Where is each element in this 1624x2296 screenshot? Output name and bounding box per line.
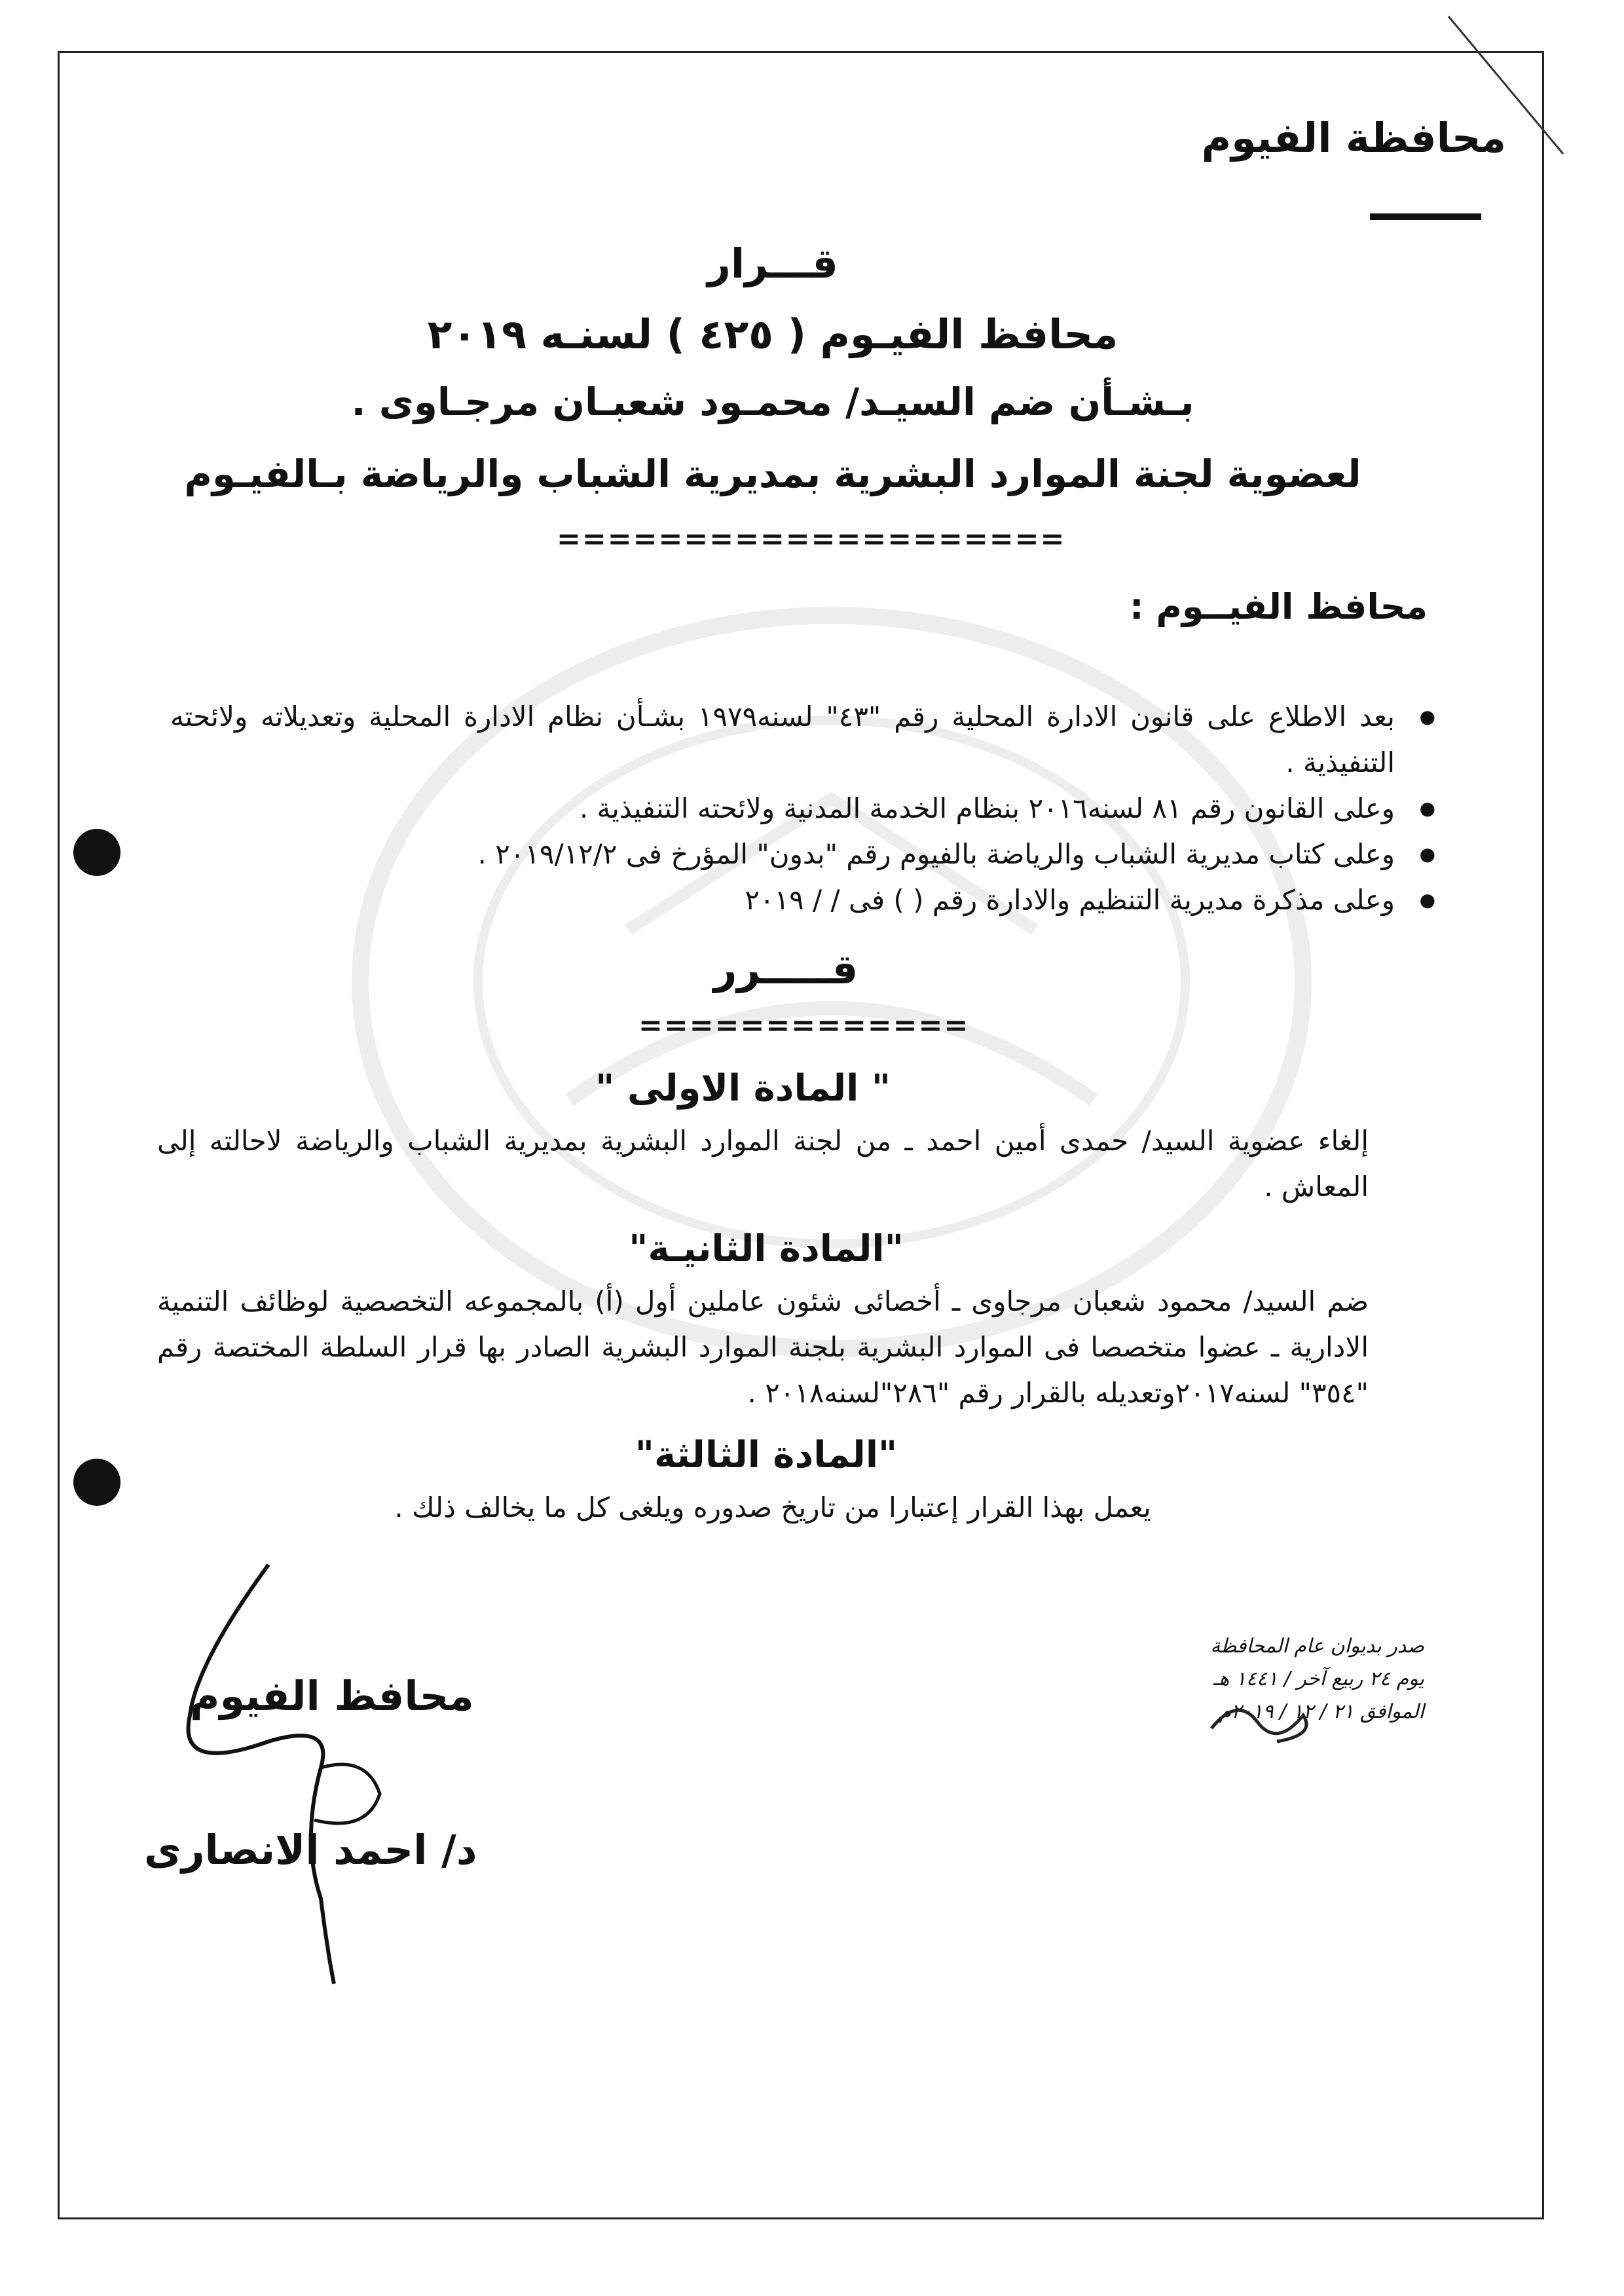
preamble-label: محافظ الفيــوم :: [1129, 586, 1428, 627]
list-item: ● بعد الاطلاع على قانون الادارة المحلية رقم "٤٣" لسنه١٩٧٩ بشـأن نظام الادارة المحلية وتعديلاته ولائحته التنفيذية .: [170, 694, 1395, 786]
article-2-title: "المادة الثانيـة": [629, 1228, 904, 1270]
handwritten-signature-icon: [170, 1558, 419, 1990]
list-item: ● وعلى مذكرة مديرية التنظيم والادارة رقم ( ) فى / / ٢٠١٩: [170, 877, 1395, 923]
list-item: ● وعلى كتاب مديرية الشباب والرياضة بالفيوم رقم "بدون" المؤرخ فى ٢٠١٩/١٢/٢ .: [170, 831, 1395, 877]
article-3-title: "المادة الثالثة": [635, 1434, 898, 1476]
article-1-body: إلغاء عضوية السيد/ حمدى أمين احمد ـ من لجنة الموارد البشرية بمديرية الشباب والرياضة لاحالته إلى المعاش .: [157, 1125, 1369, 1203]
header-underline: [1370, 213, 1481, 220]
signatory-name: د/ احمد الانصارى: [144, 1826, 477, 1874]
subject-line: بـشـأن ضم السيـد/ محمـود شعبـان مرجـاوى .: [351, 380, 1194, 424]
handwritten-initials-icon: [1198, 1676, 1329, 1755]
decree-number: محافظ الفيـوم ( ٤٢٥ ) لسنـه ٢٠١٩: [427, 310, 1118, 358]
title-separator: ====================: [557, 522, 1066, 556]
list-item: ● وعلى القانون رقم ٨١ لسنه٢٠١٦ بنظام الخدمة المدنية ولائحته التنفيذية .: [170, 786, 1395, 831]
preamble-list: [170, 694, 1395, 923]
article-1-title: " المادة الاولى ": [595, 1067, 891, 1110]
issue-hijri-date: يوم ٢٤ ربيع آخر / ١٤٤١ هـ: [1213, 1667, 1424, 1690]
article-2-body: ضم السيد/ محمود شعبان مرجاوى ـ أخصائى شئون عاملين أول (أ) بالمجموعه التخصصية لوظائف التنمية الادارية ـ عضوا متخصصا فى الموارد البشرية بلجنة الموارد البشرية الصادر بها قرار السلطة المختصة رقم "٣٥٤" لسنه٢٠١٧وتعديله بالقرار رقم "٢٨٦"لسنه٢٠١٨ .: [157, 1285, 1369, 1409]
decides-separator: =============: [638, 1009, 970, 1042]
article-3-body: يعمل بهذا القرار إعتبارا من تاريخ صدوره ويلغى كل ما يخالف ذلك .: [394, 1491, 1151, 1523]
subject-line: لعضوية لجنة الموارد البشرية بمديرية الشباب والرياضة بـالفيـوم: [184, 452, 1361, 496]
governorate-header: محافظة الفيوم: [1201, 114, 1506, 162]
punch-hole: [73, 829, 120, 876]
issue-gregorian-date: الموافق ٢١ / ١٢ / ٢٠١٩م: [1219, 1700, 1424, 1723]
decision-title: قـــرار: [707, 240, 838, 287]
punch-hole: [73, 1459, 120, 1506]
issue-place: صدر بديوان عام المحافظة: [1210, 1635, 1424, 1658]
signatory-title: محافظ الفيوم: [190, 1672, 474, 1720]
decides-heading: قـــــرر: [713, 945, 858, 993]
